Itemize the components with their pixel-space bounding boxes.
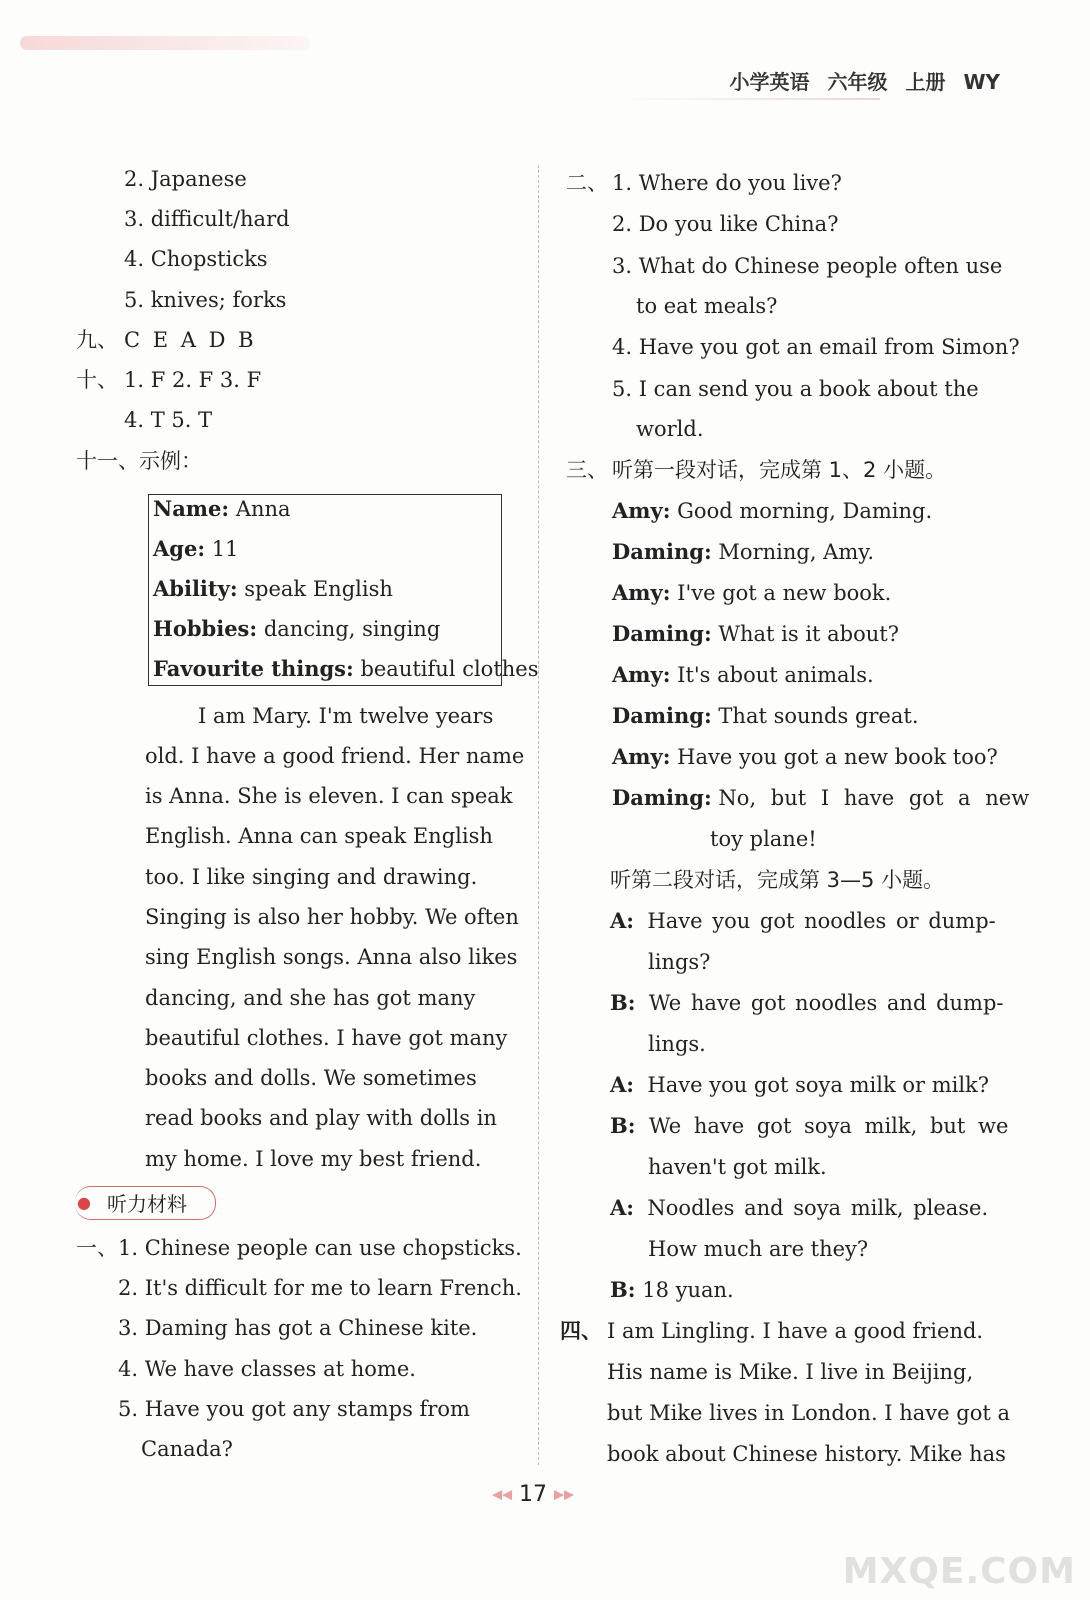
dialogue-line: B: 18 yuan. bbox=[610, 1277, 734, 1302]
dialogue-line: lings. bbox=[648, 1032, 706, 1056]
dialogue-line: Daming: That sounds great. bbox=[612, 703, 919, 728]
header-volume: 上册 bbox=[905, 70, 946, 94]
next-arrows-icon: ▶▶ bbox=[554, 1487, 574, 1503]
profile-card bbox=[148, 494, 539, 686]
dialogue-line: B: We have got soya milk, but we bbox=[610, 1113, 1009, 1138]
dialogue-line: A: Noodles and soya milk, please. bbox=[610, 1195, 989, 1220]
page-number-bar bbox=[468, 1482, 598, 1507]
essay-line: dancing, and she has got many bbox=[145, 986, 476, 1010]
passage-line: but Mike lives in London. I have got a bbox=[607, 1401, 1010, 1425]
section-2-label: 二、 bbox=[566, 171, 608, 195]
section-4-label: 四、 bbox=[560, 1319, 602, 1343]
decorative-stroke bbox=[20, 36, 310, 50]
essay-line: too. I like singing and drawing. bbox=[145, 865, 478, 889]
listening-material-tag bbox=[75, 1186, 216, 1220]
section-9-answers: C E A D B bbox=[124, 328, 254, 352]
dialogue-line: How much are they? bbox=[648, 1237, 869, 1261]
card-row: Ability: speak English bbox=[153, 576, 393, 601]
passage-line: book about Chinese history. Mike has bbox=[607, 1442, 1006, 1466]
passage-line: I am Lingling. I have a good friend. bbox=[607, 1319, 984, 1343]
section-9-label: 九、 bbox=[76, 328, 118, 352]
essay-line: I am Mary. I'm twelve years bbox=[198, 704, 494, 728]
section-3-label: 三、 bbox=[566, 458, 608, 482]
dialogue-line: Daming: No, but I have got a new bbox=[612, 785, 1030, 810]
header-edition: WY bbox=[963, 70, 1000, 94]
card-row: Hobbies: dancing, singing bbox=[153, 616, 441, 641]
dialogue-line: Amy: It's about animals. bbox=[612, 662, 874, 687]
vocab-line: 4. Chopsticks bbox=[124, 247, 268, 271]
question-line: 3. What do Chinese people often use bbox=[612, 254, 1003, 278]
question-line: 1. Where do you live? bbox=[612, 171, 842, 195]
dialogue-line: lings? bbox=[648, 950, 711, 974]
card-row: Age: 11 bbox=[153, 536, 239, 561]
page-header bbox=[711, 66, 1000, 95]
vocab-line: 2. Japanese bbox=[124, 167, 247, 191]
sentence-line: Canada? bbox=[141, 1437, 233, 1461]
watermark: MXQE.COM bbox=[842, 1551, 1076, 1592]
dialogue-line: Daming: What is it about? bbox=[612, 621, 899, 646]
header-subject: 小学英语 bbox=[729, 70, 810, 94]
vocab-line: 5. knives; forks bbox=[124, 288, 287, 312]
essay-line: books and dolls. We sometimes bbox=[145, 1066, 477, 1090]
dialogue-1-intro: 听第一段对话，完成第 1、2 小题。 bbox=[612, 458, 947, 482]
header-grade: 六年级 bbox=[827, 70, 888, 94]
dialogue-line: Amy: I've got a new book. bbox=[612, 580, 892, 605]
dialogue-line: toy plane! bbox=[710, 827, 817, 851]
sentence-line: 2. It's difficult for me to learn French. bbox=[118, 1276, 522, 1300]
section-10-row: 1. F 2. F 3. F bbox=[124, 368, 262, 392]
dialogue-line: Amy: Good morning, Daming. bbox=[612, 498, 933, 523]
essay-line: sing English songs. Anna also likes bbox=[145, 945, 518, 969]
vocab-line: 3. difficult/hard bbox=[124, 207, 290, 231]
dialogue-line: A: Have you got soya milk or milk? bbox=[610, 1072, 990, 1097]
column-divider bbox=[538, 165, 539, 1465]
essay-line: Singing is also her hobby. We often bbox=[145, 905, 519, 929]
essay-line: English. Anna can speak English bbox=[145, 824, 493, 848]
page-number: 17 bbox=[519, 1482, 547, 1507]
sentence-line: 1. Chinese people can use chopsticks. bbox=[118, 1236, 522, 1260]
section-1-label: 一、 bbox=[76, 1236, 118, 1260]
dialogue-line: A: Have you got noodles or dump- bbox=[610, 908, 996, 933]
essay-line: my home. I love my best friend. bbox=[145, 1147, 482, 1171]
headphones-icon: ● bbox=[77, 1193, 91, 1212]
dialogue-line: haven't got milk. bbox=[648, 1155, 827, 1179]
dialogue-line: Amy: Have you got a new book too? bbox=[612, 744, 998, 769]
sentence-line: 3. Daming has got a Chinese kite. bbox=[118, 1316, 478, 1340]
essay-line: old. I have a good friend. Her name bbox=[145, 744, 525, 768]
card-row: Name: Anna bbox=[153, 496, 291, 521]
dialogue-line: B: We have got noodles and dump- bbox=[610, 990, 1004, 1015]
question-line: 5. I can send you a book about the bbox=[612, 377, 979, 401]
question-line: world. bbox=[636, 417, 704, 441]
essay-line: beautiful clothes. I have got many bbox=[145, 1026, 508, 1050]
section-10-label: 十、 bbox=[76, 368, 118, 392]
prev-arrows-icon: ◀◀ bbox=[492, 1487, 512, 1503]
question-line: 4. Have you got an email from Simon? bbox=[612, 335, 1020, 359]
essay-line: is Anna. She is eleven. I can speak bbox=[145, 784, 513, 808]
sentence-line: 5. Have you got any stamps from bbox=[118, 1397, 470, 1421]
question-line: to eat meals? bbox=[636, 294, 778, 318]
sentence-line: 4. We have classes at home. bbox=[118, 1357, 416, 1381]
section-10-row: 4. T 5. T bbox=[124, 408, 213, 432]
passage-line: His name is Mike. I live in Beijing, bbox=[607, 1360, 974, 1384]
card-row: Favourite things: beautiful clothes bbox=[153, 656, 539, 681]
section-11-label: 十一、示例： bbox=[76, 449, 202, 473]
dialogue-2-intro: 听第二段对话，完成第 3—5 小题。 bbox=[610, 868, 945, 892]
header-rule bbox=[620, 98, 880, 100]
listening-title: 听力材料 bbox=[107, 1192, 187, 1216]
dialogue-line: Daming: Morning, Amy. bbox=[612, 539, 874, 564]
essay-line: read books and play with dolls in bbox=[145, 1106, 497, 1130]
question-line: 2. Do you like China? bbox=[612, 212, 839, 236]
